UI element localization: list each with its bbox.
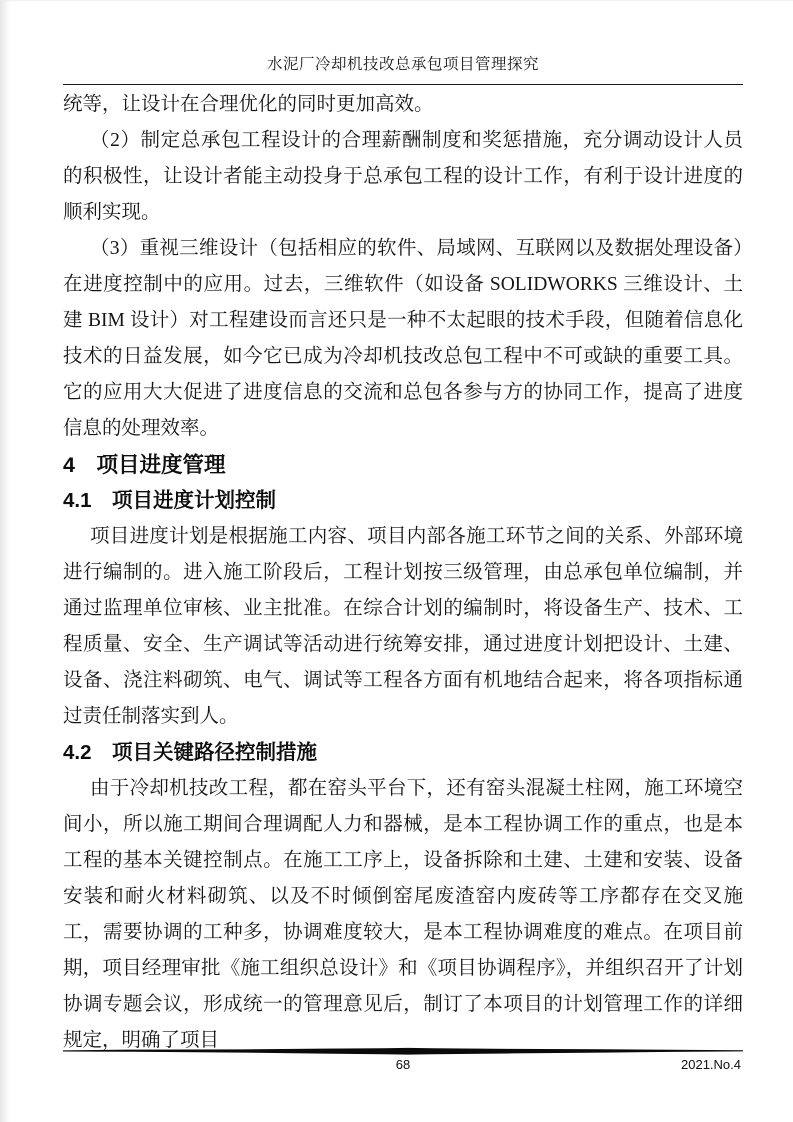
section-heading-4: 4 项目进度管理 xyxy=(63,453,226,477)
document-body xyxy=(63,87,743,1059)
subsection-heading-4-1: 4.1 项目进度计划控制 xyxy=(63,489,276,512)
page-footer xyxy=(63,1047,743,1075)
subsection-heading-4-2: 4.2 项目关键路径控制措施 xyxy=(63,741,317,764)
footer-rule xyxy=(63,1047,743,1056)
issue-number: 2021.No.4 xyxy=(681,1057,741,1072)
page-header xyxy=(63,54,743,85)
paragraph-critical-path-control: 由于冷却机技改工程，都在窑头平台下，还有窑头混凝土柱网，施工环境空间小，所以施工期间合理调配人力和器械，是本工程协调工作的重点，也是本工程的基本关键控制点。在施工工序上，设备拆除和土建、土建和安装、设备安装和耐火材料砌筑、以及不时倾倒窑尾废渣窑内废砖等工序都存在交叉施工，需要协调的工种多，协调难度较大，是本工程协调难度的难点。在项目前期，项目经理审批《施工组织总设计》和《项目协调程序》，并组织召开了计划协调专题会议，形成统一的管理意见后，制订了本项目的计划管理工作的详细规定，明确了项目 xyxy=(63,778,743,1051)
paragraph-continuation: 统等，让设计在合理优化的同时更加高效。 xyxy=(63,94,434,115)
paragraph-3d-design: （3）重视三维设计（包括相应的软件、局域网、互联网以及数据处理设备）在进度控制中的应用。过去，三维软件（如设备 SOLIDWORKS 三维设计、土建 BIM 设计）对工程建设而言还只是一种不太起眼的技术手段，但随着信息化技术的日益发展，如今它已成为冷却机技改总包工程中不可或缺的重要工具。它的应用大大促进了进度信息的交流和总包各参与方的协同工作，提高了进度信息的处理效率。 xyxy=(63,238,743,439)
scan-top-edge-shadow xyxy=(0,0,793,2)
page-number: 68 xyxy=(395,1057,411,1072)
paragraph-schedule-plan-control: 项目进度计划是根据施工内容、项目内部各施工环节之间的关系、外部环境进行编制的。进入施工阶段后，工程计划按三级管理，由总承包单位编制，并通过监理单位审核、业主批准。在综合计划的编制时，将设备生产、技术、工程质量、安全、生产调试等活动进行统筹安排，通过进度计划把设计、土建、设备、浇注料砌筑、电气、调试等工程各方面有机地结合起来，将各项指标通过责任制落实到人。 xyxy=(63,526,743,727)
paragraph-design-incentives: （2）制定总承包工程设计的合理薪酬制度和奖惩措施，充分调动设计人员的积极性，让设计者能主动投身于总承包工程的设计工作，有利于设计进度的顺利实现。 xyxy=(63,130,743,223)
scan-left-edge-shadow xyxy=(0,0,10,1122)
footer-row xyxy=(63,1057,743,1075)
running-head-title: 水泥厂冷却机技改总承包项目管理探究 xyxy=(266,56,539,73)
